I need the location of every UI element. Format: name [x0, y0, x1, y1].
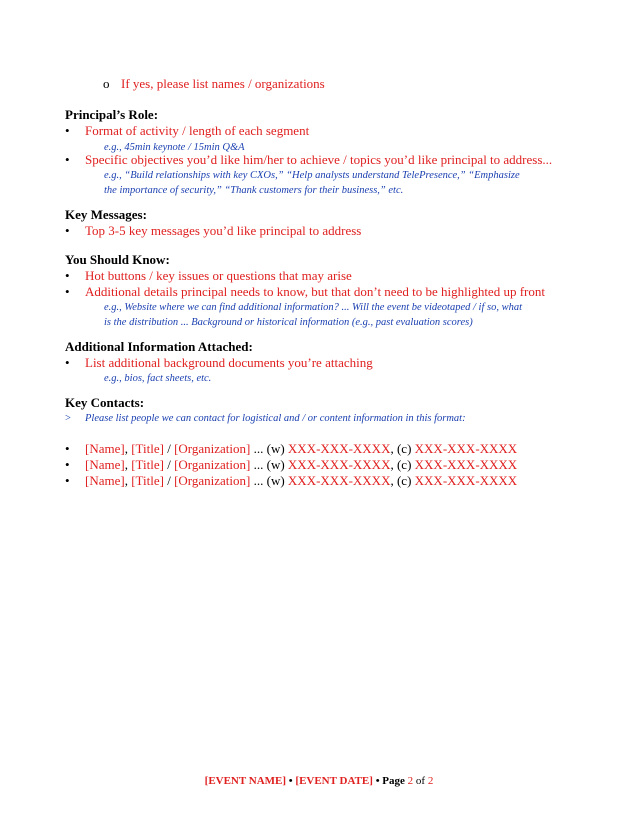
contact-sep: ,	[124, 473, 132, 488]
additional-info-item-1: List additional background documents you’re attaching	[85, 355, 373, 370]
contact-org: [Organization]	[174, 473, 251, 488]
key-contacts-note: Please list people we can contact for logistical and / or content information in this format:	[85, 413, 466, 424]
principal-role-example-2b: the importance of security,” “Thank customers for their business,” etc.	[104, 185, 404, 196]
contact-row	[85, 457, 517, 473]
page-footer	[0, 775, 638, 787]
key-messages-item-1: Top 3-5 key messages you’d like principal to address	[85, 223, 362, 238]
bullet-glyph: •	[65, 123, 70, 138]
should-know-item-2: Additional details principal needs to know, but that don’t need to be highlighted up front	[85, 284, 545, 299]
footer-separator: •	[286, 775, 296, 787]
bullet-glyph: •	[65, 223, 70, 238]
bullet-glyph: •	[65, 268, 70, 283]
contact-cell-label: , (c)	[390, 473, 415, 488]
footer-page-total: 2	[427, 775, 434, 787]
contact-cell-phone: XXX-XXX-XXXX	[414, 473, 518, 488]
key-messages-heading: Key Messages:	[65, 207, 147, 222]
contact-sep: /	[163, 441, 175, 456]
principal-role-item-1: Format of activity / length of each segment	[85, 123, 310, 138]
contact-org: [Organization]	[174, 441, 251, 456]
contact-title: [Title]	[131, 441, 164, 456]
footer-event-date: [EVENT DATE]	[295, 775, 373, 787]
contact-work-phone: XXX-XXX-XXXX	[287, 441, 391, 456]
footer-page-label: Page	[382, 775, 408, 787]
contact-sep: ,	[124, 441, 132, 456]
contact-sep: ,	[124, 457, 132, 472]
principal-role-example-2a: e.g., “Build relationships with key CXOs,” “Help analysts understand TelePresence,” “Emphasize	[104, 170, 520, 181]
contact-org: [Organization]	[174, 457, 251, 472]
contact-cell-phone: XXX-XXX-XXXX	[414, 457, 518, 472]
contact-title: [Title]	[131, 473, 164, 488]
sub-bullet-marker: o	[103, 76, 110, 91]
should-know-item-1: Hot buttons / key issues or questions that may arise	[85, 268, 352, 283]
footer-event-name: [EVENT NAME]	[204, 775, 287, 787]
bullet-glyph: •	[65, 473, 70, 488]
bullet-glyph: •	[65, 457, 70, 472]
contact-title: [Title]	[131, 457, 164, 472]
bullet-glyph: •	[65, 355, 70, 370]
bullet-glyph: •	[65, 152, 70, 167]
contact-row	[85, 441, 517, 457]
contact-cell-label: , (c)	[390, 441, 415, 456]
footer-page-number: 2	[407, 775, 414, 787]
contact-work-phone: XXX-XXX-XXXX	[287, 473, 391, 488]
contact-work-label: ... (w)	[250, 457, 288, 472]
contact-name: [Name]	[85, 457, 125, 472]
footer-of-label: of	[413, 775, 428, 787]
additional-info-example-1: e.g., bios, fact sheets, etc.	[104, 373, 212, 384]
contact-name: [Name]	[85, 473, 125, 488]
additional-info-heading: Additional Information Attached:	[65, 339, 253, 354]
footer-separator: •	[372, 775, 383, 787]
key-contacts-heading: Key Contacts:	[65, 395, 145, 410]
contact-work-label: ... (w)	[250, 473, 288, 488]
contact-row	[85, 473, 517, 489]
contact-sep: /	[163, 473, 175, 488]
contact-work-phone: XXX-XXX-XXXX	[287, 457, 391, 472]
principal-role-heading: Principal’s Role:	[65, 107, 159, 122]
contact-work-label: ... (w)	[250, 441, 288, 456]
contact-sep: /	[163, 457, 175, 472]
principal-role-item-2: Specific objectives you’d like him/her to achieve / topics you’d like principal to address...	[85, 152, 553, 167]
bullet-glyph: •	[65, 284, 70, 299]
should-know-example-2b: is the distribution ... Background or historical information (e.g., past evaluation scores)	[104, 317, 473, 328]
key-contacts-note-marker: >	[65, 413, 71, 424]
should-know-example-2a: e.g., Website where we can find additional information? ... Will the event be videotaped / if so, what	[104, 302, 523, 313]
contact-cell-label: , (c)	[390, 457, 415, 472]
principal-role-example-1: e.g., 45min keynote / 15min Q&A	[104, 142, 245, 153]
contact-cell-phone: XXX-XXX-XXXX	[414, 441, 518, 456]
bullet-glyph: •	[65, 441, 70, 456]
contact-name: [Name]	[85, 441, 125, 456]
sub-bullet-text: If yes, please list names / organizations	[121, 76, 325, 91]
should-know-heading: You Should Know:	[65, 252, 170, 267]
